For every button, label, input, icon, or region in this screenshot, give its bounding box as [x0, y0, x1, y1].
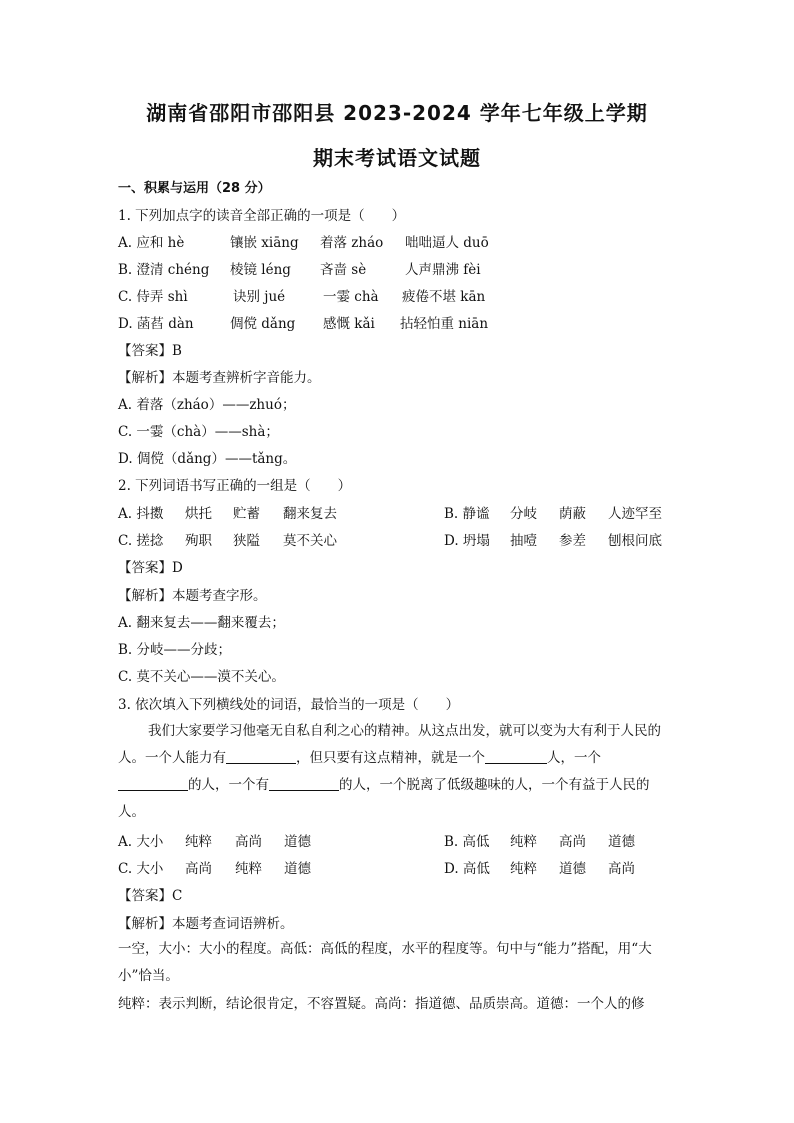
q3-answer: 【答案】C	[118, 888, 183, 904]
q3-option-d: 高尚	[608, 861, 635, 877]
q1-option-a-2: 镶嵌 xiāng	[230, 235, 299, 251]
q1-analysis-title: 【解析】本题考查辨析字音能力。	[118, 370, 321, 386]
q3-option-b: 道德	[608, 834, 635, 850]
q3-option-a: A. 大小	[118, 834, 164, 850]
q1-option-d-1: D. 菡萏 dàn	[118, 316, 194, 332]
q2-option-d: D. 坍塌	[444, 533, 490, 549]
q1-option-b-2: 棱镜 léng	[230, 262, 291, 278]
q3-option-c: 高尚	[185, 861, 212, 877]
q1-option-c-3: 一霎 chà	[323, 289, 379, 305]
q1-option-c-1: C. 侍弄 shì	[118, 289, 188, 305]
q2-answer: 【答案】D	[118, 560, 183, 576]
q3-option-b: 高尚	[559, 834, 586, 850]
q1-option-b-1: B. 澄清 chéng	[118, 262, 210, 278]
q2-option-c: 殉职	[185, 533, 212, 549]
q3-option-d: 纯粹	[510, 861, 537, 877]
q3-option-c: 道德	[284, 861, 311, 877]
section-heading: 一、积累与运用（28 分）	[118, 181, 271, 196]
q2-option-d: 抽噎	[510, 533, 537, 549]
q2-option-a: 翻来复去	[283, 506, 337, 522]
q1-analysis-line: D. 倜傥（dǎng）——tǎng。	[118, 451, 297, 467]
q3-analysis-line: 纯粹：表示判断，结论很肯定，不容置疑。高尚：指道德、品质崇高。道德：一个人的修	[118, 996, 645, 1012]
q2-analysis-title: 【解析】本题考查字形。	[118, 588, 267, 604]
q2-option-c: C. 搓捻	[118, 533, 164, 549]
page-title: 湖南省邵阳市邵阳县 2023-2024 学年七年级上学期	[146, 101, 648, 125]
q2-option-b: 分岐	[510, 506, 537, 522]
q2-option-b: 人迹罕至	[608, 506, 662, 522]
q2-option-a: 贮蓄	[233, 506, 260, 522]
q1-analysis-line: C. 一霎（chà）——shà；	[118, 424, 279, 440]
q3-option-d: 道德	[559, 861, 586, 877]
q2-option-a: 烘托	[185, 506, 212, 522]
q2-analysis-line: A. 翻来复去——翻来覆去；	[118, 615, 285, 631]
q1-analysis-line: A. 着落（zháo）——zhuó；	[118, 397, 296, 413]
q3-analysis-line: 一空，大小：大小的程度。高低：高低的程度，水平的程度等。句中与“能力”搭配，用“大小”恰当。	[118, 941, 652, 984]
q2-option-a: A. 抖擞	[118, 506, 164, 522]
page-subtitle: 期末考试语文试题	[313, 146, 481, 170]
q1-option-d-4: 拈轻怕重 niān	[400, 316, 489, 332]
q2-option-b: B. 静谧	[444, 506, 490, 522]
q2-option-d: 参差	[559, 533, 586, 549]
q3-analysis-title: 【解析】本题考查词语辨析。	[118, 916, 294, 932]
q1-option-a-3: 着落 zháo	[320, 235, 384, 251]
q1-option-c-4: 疲倦不堪 kān	[402, 289, 486, 305]
question-3-stem: 3. 依次填入下列横线处的词语，最恰当的一项是（ ）	[118, 697, 460, 713]
q3-option-c: C. 大小	[118, 861, 164, 877]
q3-option-a: 道德	[284, 834, 311, 850]
q1-option-b-4: 人声鼎沸 fèi	[405, 262, 481, 278]
q3-option-a: 高尚	[235, 834, 262, 850]
fill-blank-2[interactable]	[485, 749, 547, 764]
q1-option-d-2: 倜傥 dǎng	[230, 316, 296, 332]
q3-option-b: B. 高低	[444, 834, 490, 850]
q2-option-d: 刨根问底	[608, 533, 662, 549]
q1-option-d-3: 感慨 kǎi	[323, 316, 375, 332]
q3-option-b: 纯粹	[510, 834, 537, 850]
q2-analysis-line: B. 分岐——分歧；	[118, 642, 232, 658]
question-1-stem: 1. 下列加点字的读音全部正确的一项是（ ）	[118, 208, 406, 224]
fill-blank-4[interactable]	[269, 776, 339, 791]
q2-option-c: 狭隘	[233, 533, 260, 549]
fill-blank-3[interactable]	[118, 776, 188, 791]
q2-option-c: 莫不关心	[283, 533, 337, 549]
q2-option-b: 荫蔽	[559, 506, 586, 522]
q3-option-d: D. 高低	[444, 861, 490, 877]
q1-option-b-3: 吝啬 sè	[320, 262, 367, 278]
fill-blank-1[interactable]	[226, 749, 296, 764]
q1-option-a-1: A. 应和 hè	[118, 235, 185, 251]
q3-passage: 我们大家要学习他毫无自私自利之心的精神。从这点出发，就可以变为大有利于人民的人。一个人能力有 ，但只要有这点精神，就是一个 人，一个的人，一个有 的人，一个脱离了低级趣味的人，一个有益于人民的人。	[118, 723, 661, 820]
question-2-stem: 2. 下列词语书写正确的一组是（ ）	[118, 478, 352, 494]
q1-option-c-2: 诀别 jué	[233, 289, 286, 305]
q2-analysis-line: C. 莫不关心——漠不关心。	[118, 669, 285, 685]
q1-option-a-4: 咄咄逼人 duō	[405, 235, 489, 251]
q3-option-a: 纯粹	[185, 834, 212, 850]
q1-answer: 【答案】B	[118, 343, 182, 359]
q3-option-c: 纯粹	[235, 861, 262, 877]
